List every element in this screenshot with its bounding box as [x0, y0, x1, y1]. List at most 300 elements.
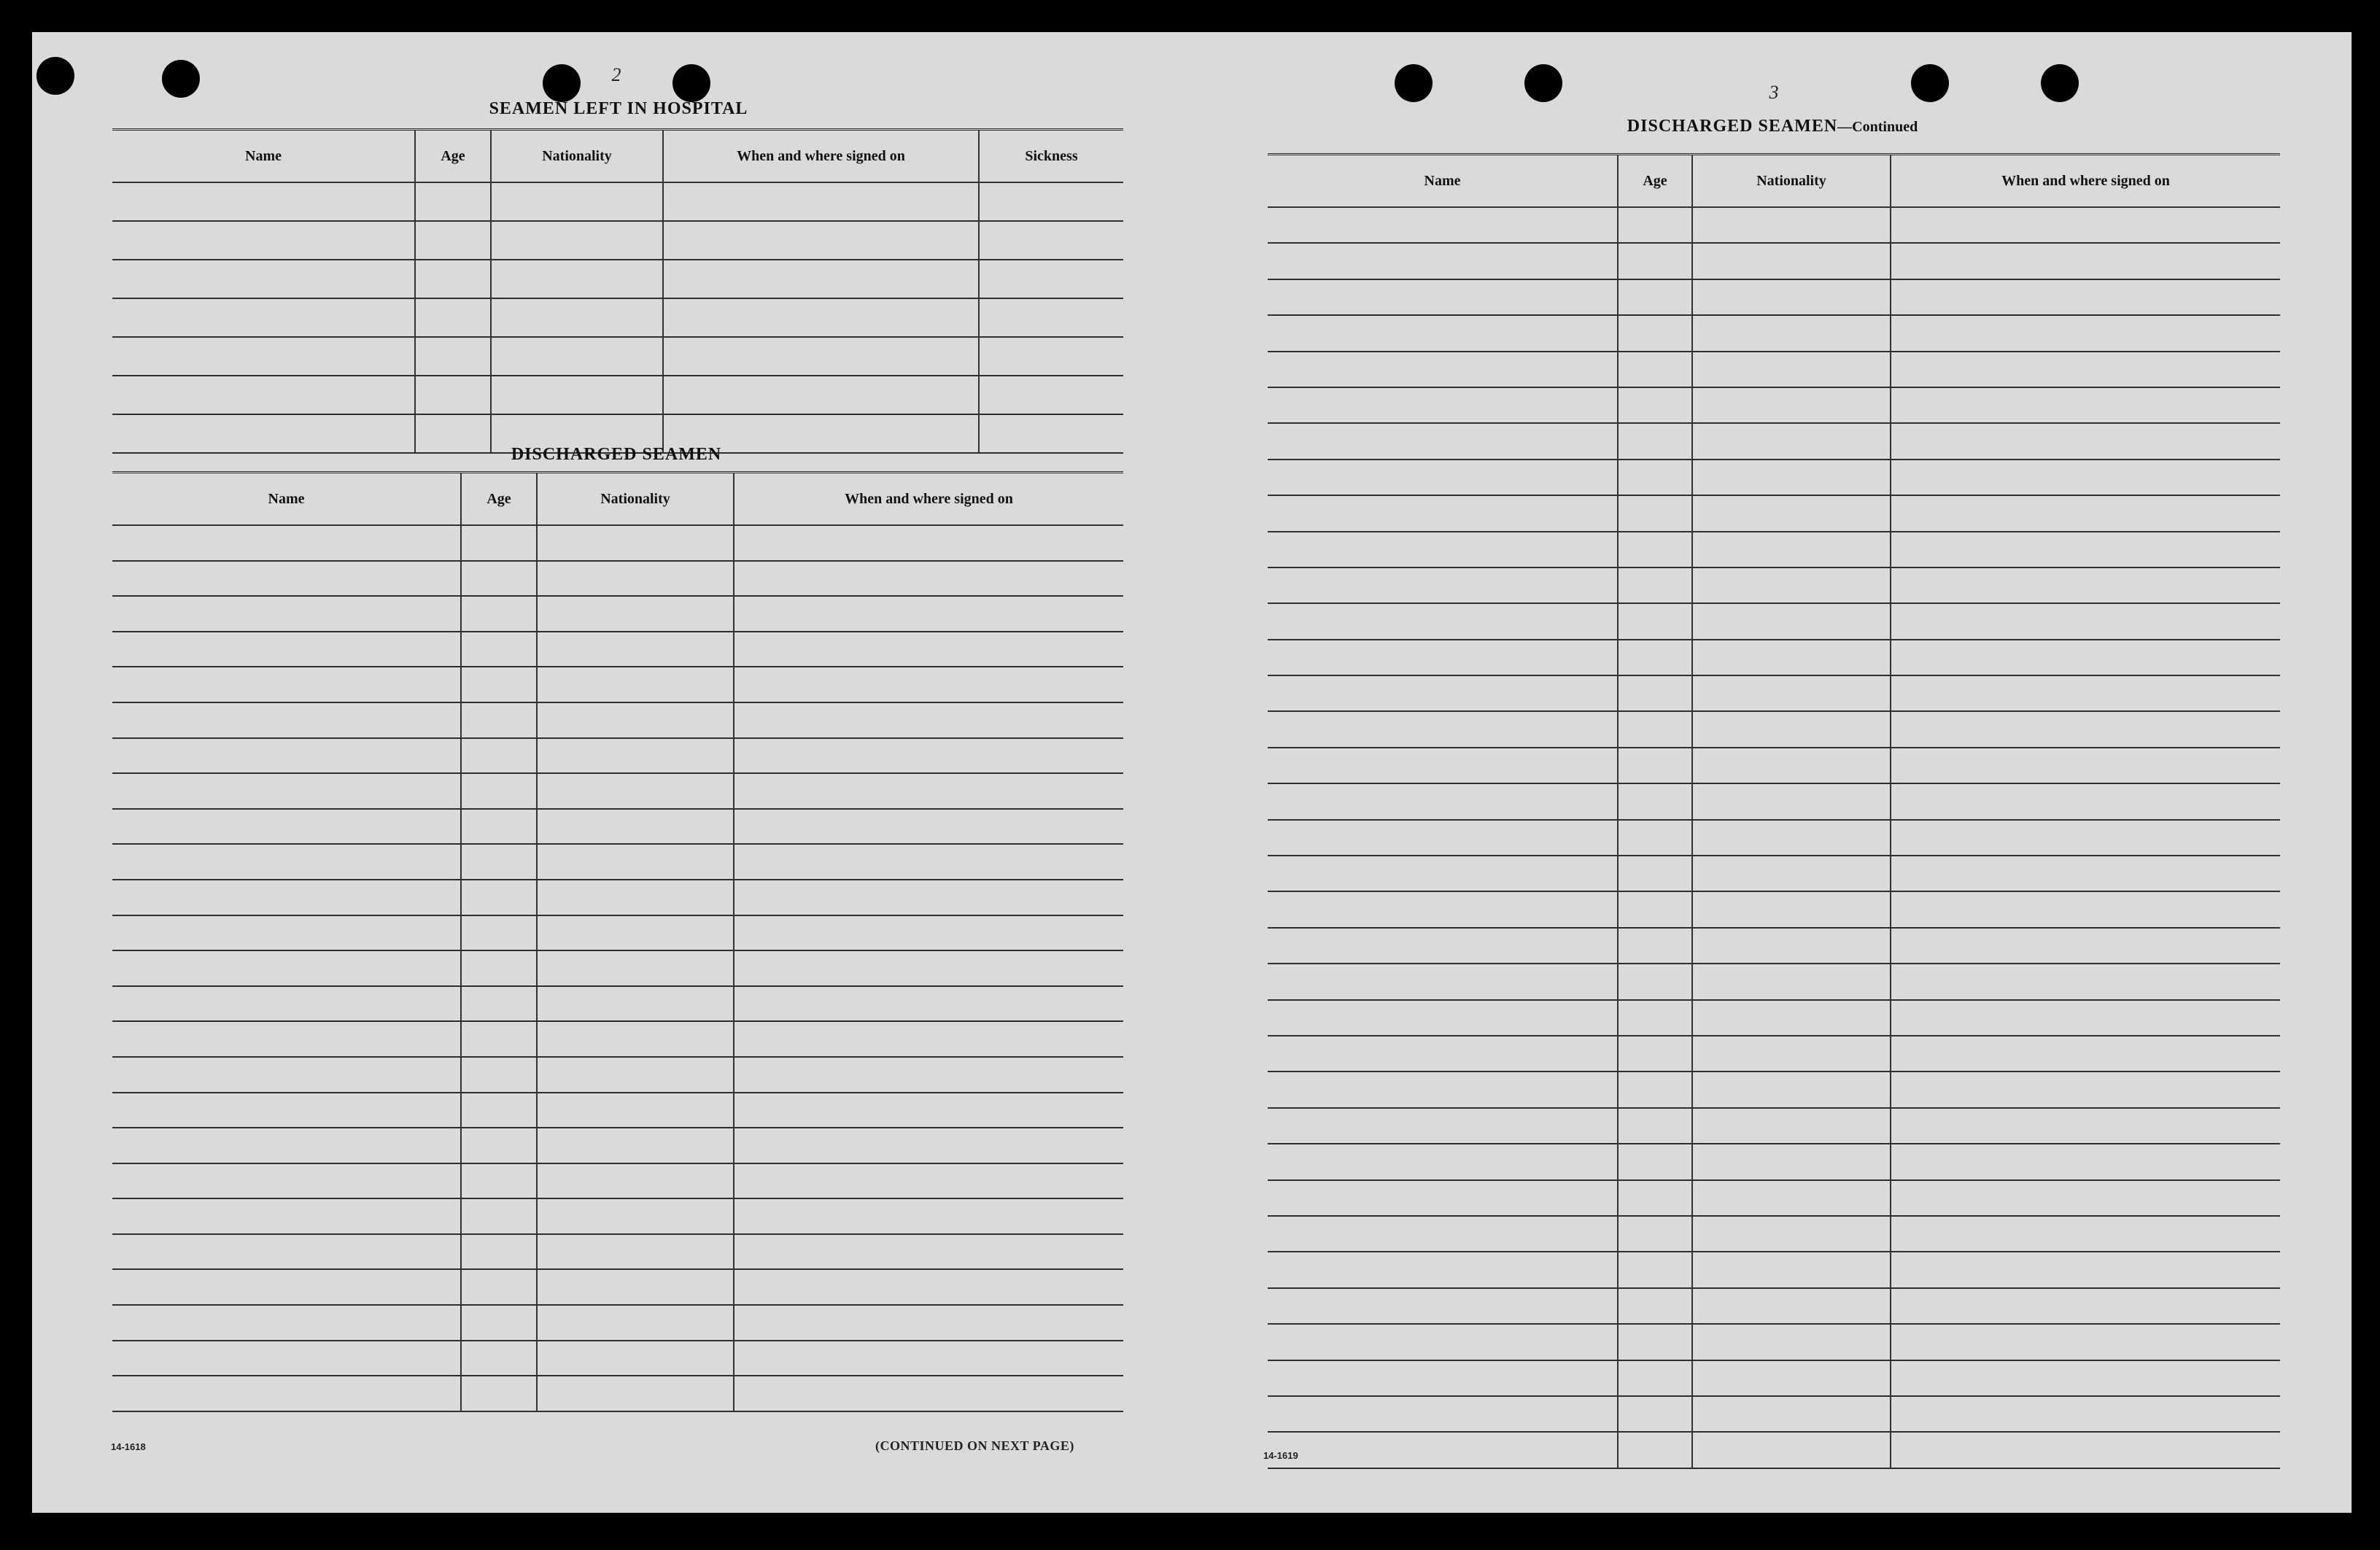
blank-cell	[537, 667, 734, 702]
blank-cell	[537, 1163, 734, 1199]
table-row	[1268, 1288, 2280, 1324]
discharged-table-right	[1268, 153, 2280, 1469]
column-header-name: Name	[112, 473, 461, 526]
blank-cell	[112, 561, 461, 597]
blank-cell	[1692, 1180, 1891, 1216]
blank-cell	[537, 986, 734, 1022]
table-row	[112, 809, 1123, 845]
discharged-section-title: DISCHARGED SEAMEN	[511, 445, 722, 464]
page-number-left: 2	[611, 64, 621, 85]
blank-cell	[1268, 675, 1618, 711]
blank-cell	[537, 950, 734, 986]
blank-cell	[1618, 748, 1692, 783]
table-row	[1268, 1360, 2280, 1396]
table-row	[112, 1305, 1123, 1341]
blank-cell	[1618, 783, 1692, 819]
blank-cell	[1891, 1108, 2280, 1144]
blank-cell	[979, 260, 1123, 298]
blank-cell	[1692, 207, 1891, 243]
blank-cell	[461, 1269, 537, 1305]
blank-cell	[537, 1021, 734, 1057]
form-number-left: 14-1618	[111, 1441, 146, 1452]
blank-cell	[112, 1234, 461, 1270]
blank-cell	[1618, 1360, 1692, 1396]
blank-cell	[1891, 675, 2280, 711]
blank-cell	[1268, 1324, 1618, 1360]
blank-cell	[979, 298, 1123, 337]
blank-cell	[1692, 387, 1891, 423]
blank-cell	[1268, 603, 1618, 639]
blank-cell	[1618, 243, 1692, 279]
page-number-right: 3	[1769, 82, 1779, 103]
blank-cell	[663, 376, 979, 414]
blank-cell	[1891, 856, 2280, 891]
blank-cell	[112, 221, 415, 260]
table-row	[112, 337, 1123, 376]
blank-cell	[112, 773, 461, 809]
table-row	[1268, 279, 2280, 315]
discharged-continued-title	[1627, 117, 1918, 136]
column-header-name: Name	[112, 130, 415, 183]
blank-cell	[1692, 675, 1891, 711]
blank-cell	[1618, 352, 1692, 387]
blank-cell	[112, 738, 461, 774]
blank-cell	[415, 298, 491, 337]
blank-cell	[537, 809, 734, 845]
blank-cell	[1268, 1108, 1618, 1144]
table-row	[1268, 964, 2280, 999]
blank-cell	[734, 880, 1123, 915]
punch-hole	[162, 60, 200, 98]
blank-cell	[112, 1376, 461, 1411]
blank-cell	[461, 915, 537, 951]
column-header-name: Name	[1268, 155, 1618, 208]
blank-cell	[491, 376, 663, 414]
table-row	[1268, 1432, 2280, 1468]
blank-cell	[1692, 856, 1891, 891]
blank-cell	[734, 1021, 1123, 1057]
blank-cell	[1692, 964, 1891, 999]
blank-cell	[491, 337, 663, 376]
continued-suffix: —Continued	[1837, 119, 1918, 135]
blank-cell	[1891, 640, 2280, 675]
table-row	[1268, 387, 2280, 423]
blank-cell	[1692, 640, 1891, 675]
blank-cell	[1692, 495, 1891, 531]
blank-cell	[979, 414, 1123, 453]
blank-cell	[1692, 279, 1891, 315]
blank-cell	[1891, 928, 2280, 964]
blank-cell	[1268, 352, 1618, 387]
table-row	[112, 1341, 1123, 1376]
table-row	[112, 844, 1123, 880]
blank-cell	[1891, 1000, 2280, 1036]
table-row	[112, 1093, 1123, 1128]
blank-cell	[1618, 495, 1692, 531]
table-row	[112, 950, 1123, 986]
blank-cell	[1268, 1036, 1618, 1072]
blank-cell	[1891, 423, 2280, 459]
blank-cell	[461, 1093, 537, 1128]
blank-cell	[1891, 603, 2280, 639]
blank-cell	[112, 667, 461, 702]
blank-cell	[1692, 352, 1891, 387]
column-header-nationality: Nationality	[491, 130, 663, 183]
blank-cell	[461, 773, 537, 809]
blank-cell	[112, 1093, 461, 1128]
punch-hole	[1911, 64, 1949, 102]
blank-cell	[1268, 1144, 1618, 1179]
blank-cell	[461, 702, 537, 738]
hospital-table	[112, 128, 1123, 454]
blank-cell	[1618, 1036, 1692, 1072]
blank-cell	[112, 1305, 461, 1341]
table-row	[112, 1128, 1123, 1163]
blank-cell	[1891, 1324, 2280, 1360]
table-row	[1268, 891, 2280, 927]
form-number-right: 14-1619	[1263, 1450, 1298, 1461]
blank-cell	[1891, 243, 2280, 279]
blank-cell	[1618, 1108, 1692, 1144]
blank-cell	[1618, 423, 1692, 459]
blank-cell	[461, 1128, 537, 1163]
punch-hole	[543, 64, 581, 102]
table-row	[112, 1198, 1123, 1234]
blank-cell	[415, 260, 491, 298]
table-row	[1268, 640, 2280, 675]
blank-cell	[734, 1269, 1123, 1305]
blank-cell	[1618, 1072, 1692, 1107]
blank-cell	[1618, 856, 1692, 891]
blank-cell	[461, 1376, 537, 1411]
blank-cell	[1268, 423, 1618, 459]
blank-cell	[1618, 1288, 1692, 1324]
blank-cell	[734, 1057, 1123, 1093]
blank-cell	[1618, 1144, 1692, 1179]
blank-cell	[461, 950, 537, 986]
blank-cell	[1692, 928, 1891, 964]
table-row	[112, 561, 1123, 597]
blank-cell	[537, 596, 734, 632]
table-row	[112, 915, 1123, 951]
punch-hole	[1524, 64, 1562, 102]
table-row	[112, 1057, 1123, 1093]
blank-cell	[112, 632, 461, 667]
table-row	[1268, 820, 2280, 856]
blank-cell	[491, 260, 663, 298]
table-row	[1268, 603, 2280, 639]
blank-cell	[537, 1305, 734, 1341]
blank-cell	[112, 1057, 461, 1093]
column-header-nationality: Nationality	[537, 473, 734, 526]
table-row	[1268, 1252, 2280, 1287]
blank-cell	[112, 702, 461, 738]
blank-cell	[1618, 387, 1692, 423]
blank-cell	[1891, 891, 2280, 927]
blank-cell	[461, 1163, 537, 1199]
blank-cell	[1891, 532, 2280, 567]
table-row	[112, 525, 1123, 561]
blank-cell	[491, 298, 663, 337]
blank-cell	[537, 773, 734, 809]
blank-cell	[415, 182, 491, 221]
table-row	[112, 667, 1123, 702]
blank-cell	[734, 809, 1123, 845]
blank-cell	[461, 880, 537, 915]
blank-cell	[734, 1163, 1123, 1199]
blank-cell	[1268, 964, 1618, 999]
blank-cell	[537, 1198, 734, 1234]
blank-cell	[1891, 1180, 2280, 1216]
blank-cell	[1618, 460, 1692, 495]
blank-cell	[1692, 1288, 1891, 1324]
table-row	[1268, 1324, 2280, 1360]
table-row	[1268, 1144, 2280, 1179]
blank-cell	[112, 260, 415, 298]
blank-cell	[1692, 423, 1891, 459]
table-row	[112, 986, 1123, 1022]
table-row	[1268, 1180, 2280, 1216]
blank-cell	[1268, 1360, 1618, 1396]
blank-cell	[1692, 1000, 1891, 1036]
blank-cell	[461, 1198, 537, 1234]
blank-cell	[1618, 928, 1692, 964]
table-row	[1268, 423, 2280, 459]
blank-cell	[1268, 460, 1618, 495]
blank-cell	[1692, 603, 1891, 639]
blank-cell	[461, 667, 537, 702]
blank-cell	[1268, 820, 1618, 856]
blank-cell	[1891, 783, 2280, 819]
blank-cell	[1692, 1036, 1891, 1072]
discharged-continued-title-text: DISCHARGED SEAMEN	[1627, 117, 1838, 136]
blank-cell	[112, 1021, 461, 1057]
blank-cell	[112, 844, 461, 880]
blank-cell	[1692, 820, 1891, 856]
blank-cell	[1692, 567, 1891, 603]
blank-cell	[112, 809, 461, 845]
blank-cell	[112, 986, 461, 1022]
blank-cell	[1268, 495, 1618, 531]
blank-cell	[1268, 532, 1618, 567]
blank-cell	[1692, 783, 1891, 819]
blank-cell	[1692, 1072, 1891, 1107]
blank-cell	[537, 1341, 734, 1376]
blank-cell	[461, 561, 537, 597]
table-row	[1268, 1000, 2280, 1036]
blank-cell	[734, 525, 1123, 561]
blank-cell	[537, 525, 734, 561]
blank-cell	[1891, 207, 2280, 243]
blank-cell	[112, 525, 461, 561]
table-row	[112, 221, 1123, 260]
table-row	[1268, 1396, 2280, 1432]
blank-cell	[415, 221, 491, 260]
blank-cell	[1891, 1288, 2280, 1324]
blank-cell	[1268, 1072, 1618, 1107]
blank-cell	[734, 1128, 1123, 1163]
discharged-table-left	[112, 471, 1123, 1412]
table-row	[1268, 711, 2280, 747]
table-row	[1268, 748, 2280, 783]
blank-cell	[1692, 1108, 1891, 1144]
blank-cell	[1891, 1396, 2280, 1432]
table-row	[1268, 567, 2280, 603]
blank-cell	[537, 1093, 734, 1128]
blank-cell	[1692, 532, 1891, 567]
punch-hole	[672, 64, 710, 102]
column-header-age: Age	[461, 473, 537, 526]
blank-cell	[1618, 820, 1692, 856]
blank-cell	[537, 702, 734, 738]
table-row	[112, 298, 1123, 337]
blank-cell	[461, 1057, 537, 1093]
column-header-signed-on: When and where signed on	[734, 473, 1123, 526]
blank-cell	[734, 950, 1123, 986]
blank-cell	[1891, 567, 2280, 603]
blank-cell	[1618, 1216, 1692, 1252]
hospital-section-title: SEAMEN LEFT IN HOSPITAL	[489, 99, 748, 118]
table-row	[1268, 532, 2280, 567]
table-row	[1268, 928, 2280, 964]
blank-cell	[1268, 640, 1618, 675]
blank-cell	[734, 1376, 1123, 1411]
blank-cell	[1618, 1252, 1692, 1287]
blank-cell	[1891, 1036, 2280, 1072]
blank-cell	[1692, 891, 1891, 927]
table-row	[112, 1234, 1123, 1270]
table-row	[112, 1269, 1123, 1305]
blank-cell	[461, 738, 537, 774]
blank-cell	[491, 182, 663, 221]
blank-cell	[1891, 820, 2280, 856]
blank-cell	[112, 1198, 461, 1234]
blank-cell	[461, 632, 537, 667]
blank-cell	[1268, 243, 1618, 279]
blank-cell	[1268, 567, 1618, 603]
blank-cell	[1268, 711, 1618, 747]
blank-cell	[1891, 964, 2280, 999]
blank-cell	[1618, 567, 1692, 603]
table-row	[1268, 1072, 2280, 1107]
blank-cell	[1891, 387, 2280, 423]
continued-note: (CONTINUED ON NEXT PAGE)	[875, 1438, 1074, 1453]
blank-cell	[734, 915, 1123, 951]
blank-cell	[1692, 711, 1891, 747]
blank-cell	[1618, 711, 1692, 747]
blank-cell	[663, 298, 979, 337]
blank-cell	[1268, 387, 1618, 423]
blank-cell	[1692, 1432, 1891, 1468]
blank-cell	[461, 1234, 537, 1270]
table-row	[1268, 1216, 2280, 1252]
table-row	[1268, 783, 2280, 819]
blank-cell	[112, 1128, 461, 1163]
blank-cell	[1692, 1396, 1891, 1432]
blank-cell	[461, 1305, 537, 1341]
table-row	[112, 596, 1123, 632]
blank-cell	[663, 221, 979, 260]
blank-cell	[1618, 964, 1692, 999]
blank-cell	[112, 376, 415, 414]
blank-cell	[1268, 1288, 1618, 1324]
blank-cell	[734, 844, 1123, 880]
blank-cell	[734, 1341, 1123, 1376]
blank-cell	[734, 1305, 1123, 1341]
blank-cell	[1618, 1180, 1692, 1216]
blank-cell	[415, 414, 491, 453]
column-header-age: Age	[415, 130, 491, 183]
blank-cell	[979, 182, 1123, 221]
blank-cell	[734, 667, 1123, 702]
blank-cell	[461, 809, 537, 845]
blank-cell	[663, 260, 979, 298]
blank-cell	[1891, 1072, 2280, 1107]
blank-cell	[734, 561, 1123, 597]
blank-cell	[1891, 711, 2280, 747]
table-row	[1268, 352, 2280, 387]
table-row	[112, 632, 1123, 667]
blank-cell	[112, 950, 461, 986]
blank-cell	[112, 596, 461, 632]
blank-cell	[112, 298, 415, 337]
blank-cell	[1891, 1144, 2280, 1179]
blank-cell	[1692, 315, 1891, 351]
table-row	[1268, 856, 2280, 891]
blank-cell	[537, 738, 734, 774]
blank-cell	[1268, 1396, 1618, 1432]
blank-cell	[1618, 207, 1692, 243]
punch-hole	[2041, 64, 2079, 102]
blank-cell	[1268, 1252, 1618, 1287]
blank-cell	[734, 773, 1123, 809]
blank-cell	[537, 880, 734, 915]
blank-cell	[1268, 279, 1618, 315]
blank-cell	[1268, 856, 1618, 891]
blank-cell	[1891, 279, 2280, 315]
blank-cell	[1618, 1432, 1692, 1468]
blank-cell	[112, 915, 461, 951]
blank-cell	[1268, 748, 1618, 783]
blank-cell	[734, 986, 1123, 1022]
blank-cell	[537, 1128, 734, 1163]
table-row	[112, 773, 1123, 809]
table-row	[112, 376, 1123, 414]
blank-cell	[1618, 675, 1692, 711]
blank-cell	[112, 1341, 461, 1376]
blank-cell	[1692, 1252, 1891, 1287]
blank-cell	[1692, 460, 1891, 495]
blank-cell	[537, 1269, 734, 1305]
blank-cell	[1618, 1396, 1692, 1432]
punch-hole	[36, 57, 74, 95]
blank-cell	[461, 844, 537, 880]
blank-cell	[1268, 315, 1618, 351]
table-row	[112, 1376, 1123, 1411]
table-row	[1268, 1036, 2280, 1072]
blank-cell	[415, 337, 491, 376]
blank-cell	[734, 596, 1123, 632]
blank-cell	[734, 1234, 1123, 1270]
blank-cell	[1618, 279, 1692, 315]
blank-cell	[1692, 1360, 1891, 1396]
table-row	[112, 702, 1123, 738]
blank-cell	[537, 632, 734, 667]
blank-cell	[1268, 1000, 1618, 1036]
table-row	[112, 182, 1123, 221]
blank-cell	[979, 221, 1123, 260]
blank-cell	[1618, 1000, 1692, 1036]
